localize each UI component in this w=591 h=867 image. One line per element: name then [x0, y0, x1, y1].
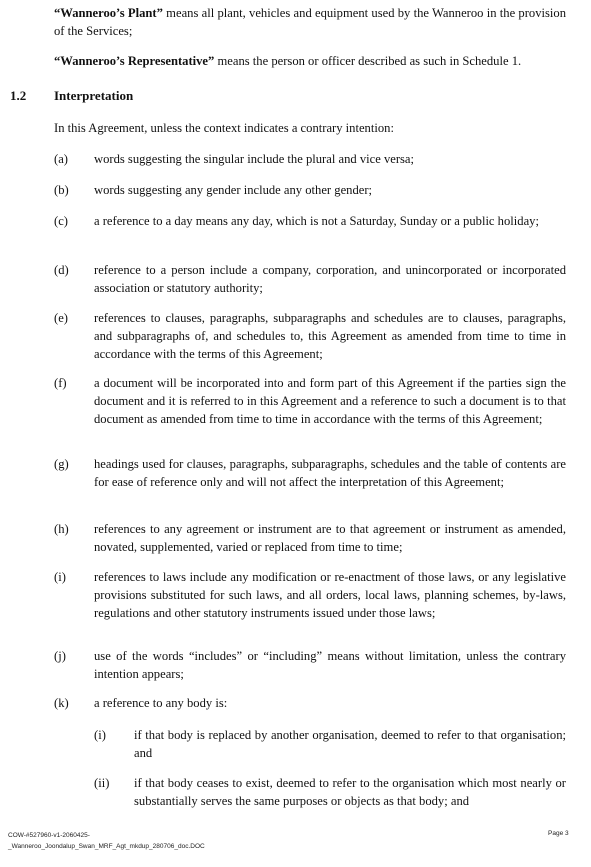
section-number: 1.2 — [10, 88, 27, 103]
section-title: Interpretation — [54, 88, 134, 103]
footer-ref-line-1: COW-#527960-v1-2060425- — [8, 832, 90, 839]
item-label: (i) — [54, 570, 66, 584]
definition-wanneroos-representative — [54, 52, 566, 70]
item-label: (b) — [54, 183, 69, 197]
definition-text: means the person or officer described as such in Schedule 1. — [214, 54, 522, 68]
definition-term: “Wanneroo’s Plant” — [54, 6, 163, 20]
item-text: references to laws include any modification or re-enactment of those laws, or any legislative provisions substituted for such laws, and all orders, local laws, planning schemes, by-laws, regulations and other statutory instruments issued under those laws; — [94, 570, 566, 620]
sub-item-text: if that body is replaced by another organisation, deemed to refer to that organisation; and — [134, 728, 566, 760]
item-text: words suggesting the singular include the plural and vice versa; — [94, 152, 415, 166]
definition-term: “Wanneroo’s Representative” — [54, 54, 215, 68]
item-text: words suggesting any gender include any other gender; — [94, 183, 373, 197]
definition-text: means all plant, vehicles and equipment used by the Wanneroo in the provision of the Services; — [54, 6, 566, 38]
item-label: (j) — [54, 649, 66, 663]
item-label: (h) — [54, 522, 69, 536]
item-text: a reference to any body is: — [94, 696, 228, 710]
item-label: (g) — [54, 457, 69, 471]
item-label: (a) — [54, 152, 68, 166]
item-label: (f) — [54, 376, 67, 390]
intro-paragraph: In this Agreement, unless the context indicates a contrary intention: — [54, 121, 394, 135]
item-text: a reference to a day means any day, which is not a Saturday, Sunday or a public holiday; — [94, 214, 539, 228]
item-text: references to any agreement or instrument are to that agreement or instrument as amended, novated, supplemented, varied or replaced from time to time; — [94, 522, 566, 554]
item-text: a document will be incorporated into and form part of this Agreement if the parties sign the document and it is referred to in this Agreement and a reference to such a document is to that document as amended from time to time in accordance with the terms of this Agreement; — [94, 376, 566, 426]
definition-wanneroos-plant — [54, 4, 566, 40]
item-label: (d) — [54, 263, 69, 277]
item-label: (e) — [54, 311, 68, 325]
sub-item-label: (i) — [94, 728, 106, 742]
footer-page-number: Page 3 — [548, 830, 569, 837]
sub-item-text: if that body ceases to exist, deemed to refer to the organisation which most nearly or substantially serves the same purposes or objects as that body; and — [134, 776, 566, 808]
item-text: reference to a person include a company, corporation, and unincorporated or incorporated association or statutory authority; — [94, 263, 566, 295]
sub-item-label: (ii) — [94, 776, 110, 790]
item-label: (k) — [54, 696, 69, 710]
footer-document-reference — [8, 830, 205, 852]
item-text: use of the words “includes” or “including” means without limitation, unless the contrary intention appears; — [94, 649, 566, 681]
item-text: headings used for clauses, paragraphs, subparagraphs, schedules and the table of contents are for ease of reference only and will not affect the interpretation of this Agreement; — [94, 457, 566, 489]
footer-ref-line-2: _Wanneroo_Joondalup_Swan_MRF_Agt_mkdup_280706_doc.DOC — [8, 843, 205, 850]
item-text: references to clauses, paragraphs, subparagraphs and schedules are to clauses, paragraphs, and subparagraphs of, and schedules to, this Agreement as amended from time to time in accordance with the terms of this Agreement; — [94, 311, 566, 361]
item-label: (c) — [54, 214, 68, 228]
